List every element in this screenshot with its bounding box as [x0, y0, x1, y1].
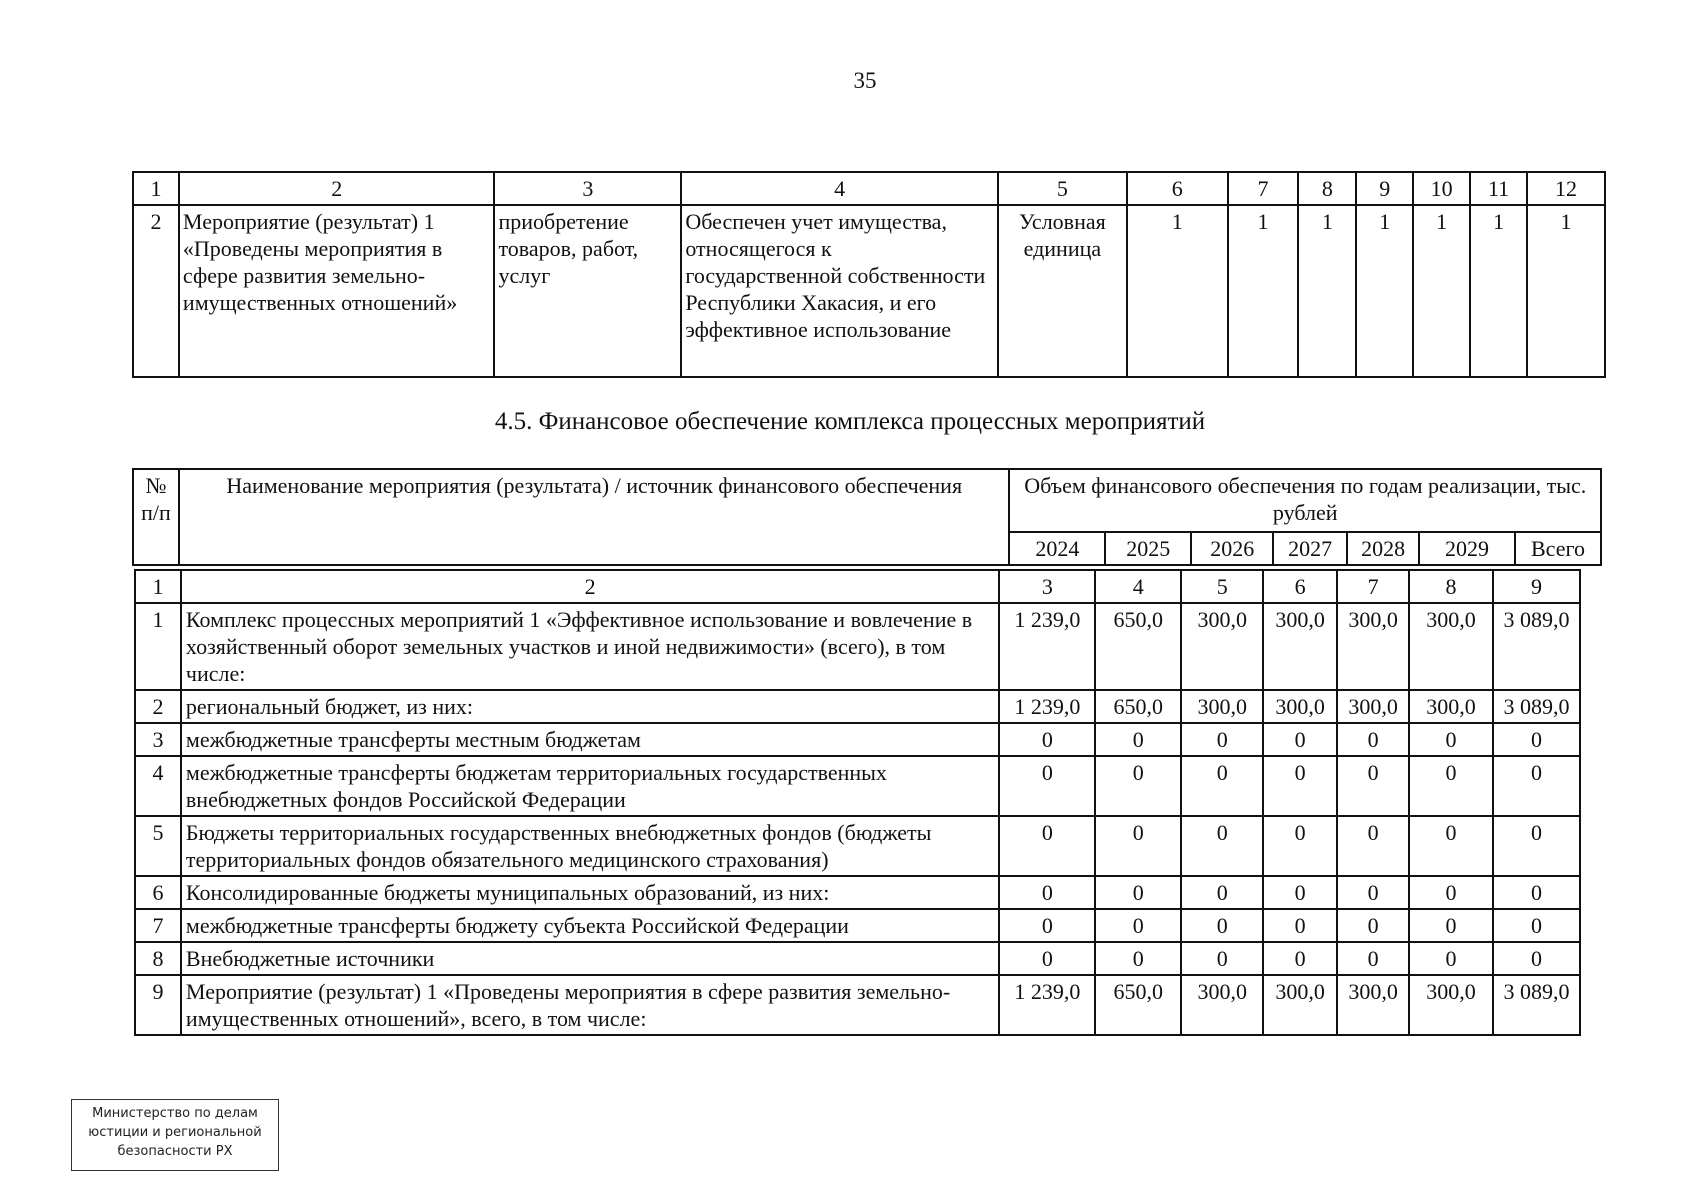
amount-cell: 0: [999, 816, 1095, 876]
amount-cell: 3 089,0: [1493, 975, 1580, 1035]
financing-header-row: [133, 469, 1601, 532]
amount-cell: 300,0: [1181, 975, 1263, 1035]
amount-cell: 300,0: [1337, 975, 1409, 1035]
results-table-row: [133, 205, 1605, 377]
row-number-cell: 2: [133, 205, 179, 377]
row-number-cell: 3: [135, 723, 181, 756]
measure-name-cell: Мероприятие (результат) 1 «Проведены мероприятия в сфере развития земельно-имущественных отношений»: [179, 205, 495, 377]
amount-cell: 0: [1181, 942, 1263, 975]
row-number-cell: 9: [135, 975, 181, 1035]
funding-source-name-cell: межбюджетные трансферты бюджету субъекта Российской Федерации: [181, 909, 999, 942]
column-name-header: Наименование мероприятия (результата) / источник финансового обеспечения: [179, 469, 1010, 565]
value-cell: 1: [1298, 205, 1356, 377]
column-number-cell: 1: [133, 172, 179, 205]
amount-cell: 0: [1409, 723, 1493, 756]
amount-cell: 0: [1263, 909, 1337, 942]
amount-cell: 300,0: [1181, 690, 1263, 723]
amount-cell: 1 239,0: [999, 603, 1095, 690]
funding-source-name-cell: Внебюджетные источники: [181, 942, 999, 975]
amount-cell: 0: [1095, 909, 1181, 942]
funding-source-name-cell: Комплекс процессных мероприятий 1 «Эффективное использование и вовлечение в хозяйственный оборот земельных участков и иной недвижимости» (всего), в том числе:: [181, 603, 999, 690]
amount-cell: 0: [1263, 756, 1337, 816]
amount-cell: 300,0: [1181, 603, 1263, 690]
year-header-cell: 2029: [1419, 532, 1515, 565]
amount-cell: 0: [1337, 876, 1409, 909]
financing-row: [135, 690, 1580, 723]
amount-cell: 0: [1493, 723, 1580, 756]
amount-cell: 300,0: [1337, 690, 1409, 723]
value-cell: 1: [1356, 205, 1413, 377]
year-header-cell: 2025: [1105, 532, 1191, 565]
column-number-cell: 4: [1095, 570, 1181, 603]
year-header-cell: 2026: [1191, 532, 1273, 565]
funding-source-name-cell: Консолидированные бюджеты муниципальных образований, из них:: [181, 876, 999, 909]
column-number-cell: 2: [179, 172, 495, 205]
column-number-cell: 8: [1409, 570, 1493, 603]
column-number-cell: 2: [181, 570, 999, 603]
financing-table-header: [132, 468, 1602, 566]
row-number-cell: 6: [135, 876, 181, 909]
amount-cell: 300,0: [1409, 690, 1493, 723]
funding-source-name-cell: региональный бюджет, из них:: [181, 690, 999, 723]
column-number-cell: 10: [1413, 172, 1470, 205]
section-title: 4.5. Финансовое обеспечение комплекса процессных мероприятий: [494, 408, 1206, 435]
measure-description-cell: Обеспечен учет имущества, относящегося к государственной собственности Республики Хакасия, и его эффективное использование: [681, 205, 998, 377]
row-number-cell: 5: [135, 816, 181, 876]
amount-cell: 0: [1181, 756, 1263, 816]
page-number: 35: [853, 68, 877, 93]
amount-cell: 0: [999, 876, 1095, 909]
amount-cell: 0: [999, 756, 1095, 816]
row-number-cell: 7: [135, 909, 181, 942]
amount-cell: 300,0: [1263, 603, 1337, 690]
amount-cell: 0: [1263, 876, 1337, 909]
amount-cell: 0: [1337, 756, 1409, 816]
financing-row: [135, 942, 1580, 975]
unit-cell: Условная единица: [998, 205, 1127, 377]
amount-cell: 0: [1095, 723, 1181, 756]
column-number-cell: 9: [1356, 172, 1413, 205]
year-header-cell: 2024: [1009, 532, 1105, 565]
row-number-cell: 4: [135, 756, 181, 816]
financing-row: [135, 876, 1580, 909]
amount-cell: 0: [1409, 756, 1493, 816]
amount-cell: 300,0: [1263, 975, 1337, 1035]
amount-cell: 1 239,0: [999, 975, 1095, 1035]
column-volume-header: Объем финансового обеспечения по годам реализации, тыс. рублей: [1009, 469, 1601, 532]
financing-row: [135, 756, 1580, 816]
funding-source-name-cell: межбюджетные трансферты местным бюджетам: [181, 723, 999, 756]
amount-cell: 3 089,0: [1493, 690, 1580, 723]
row-number-cell: 2: [135, 690, 181, 723]
financing-row: [135, 909, 1580, 942]
stamp-line: юстиции и региональной: [88, 1125, 262, 1140]
amount-cell: 0: [1337, 816, 1409, 876]
funding-source-name-cell: Мероприятие (результат) 1 «Проведены мероприятия в сфере развития земельно-имущественных отношений», всего, в том числе:: [181, 975, 999, 1035]
value-cell: 1: [1527, 205, 1605, 377]
column-number-cell: 3: [494, 172, 681, 205]
results-table-header-row: [133, 172, 1605, 205]
amount-cell: 0: [1181, 816, 1263, 876]
column-number-cell: 7: [1228, 172, 1299, 205]
row-number-cell: 1: [135, 603, 181, 690]
column-number-cell: 7: [1337, 570, 1409, 603]
amount-cell: 0: [1337, 723, 1409, 756]
amount-cell: 0: [1409, 909, 1493, 942]
amount-cell: 0: [1095, 816, 1181, 876]
measure-type-cell: приобретение товаров, работ, услуг: [494, 205, 681, 377]
amount-cell: 0: [1263, 816, 1337, 876]
amount-cell: 0: [1095, 876, 1181, 909]
amount-cell: 650,0: [1095, 603, 1181, 690]
amount-cell: 0: [1337, 909, 1409, 942]
column-number-cell: 6: [1127, 172, 1228, 205]
amount-cell: 650,0: [1095, 690, 1181, 723]
value-cell: 1: [1413, 205, 1470, 377]
value-cell: 1: [1470, 205, 1527, 377]
amount-cell: 0: [1337, 942, 1409, 975]
column-number-cell: 6: [1263, 570, 1337, 603]
amount-cell: 0: [1493, 756, 1580, 816]
row-number-cell: 8: [135, 942, 181, 975]
amount-cell: 0: [1181, 909, 1263, 942]
amount-cell: 0: [999, 909, 1095, 942]
amount-cell: 0: [1263, 723, 1337, 756]
amount-cell: 3 089,0: [1493, 603, 1580, 690]
year-header-cell: 2027: [1273, 532, 1347, 565]
results-table: [132, 171, 1606, 378]
stamp-line: Министерство по делам: [92, 1106, 258, 1121]
amount-cell: 300,0: [1263, 690, 1337, 723]
column-num-header: № п/п: [133, 469, 179, 565]
financing-row: [135, 603, 1580, 690]
total-header-cell: Всего: [1515, 532, 1601, 565]
value-cell: 1: [1228, 205, 1299, 377]
financing-row: [135, 816, 1580, 876]
amount-cell: 0: [1095, 942, 1181, 975]
financing-column-numbers-row: [135, 570, 1580, 603]
amount-cell: 650,0: [1095, 975, 1181, 1035]
column-number-cell: 5: [1181, 570, 1263, 603]
amount-cell: 0: [1409, 816, 1493, 876]
column-number-cell: 3: [999, 570, 1095, 603]
amount-cell: 0: [1181, 723, 1263, 756]
column-number-cell: 11: [1470, 172, 1527, 205]
ministry-stamp: [71, 1099, 279, 1171]
financing-row: [135, 723, 1580, 756]
amount-cell: 300,0: [1337, 603, 1409, 690]
amount-cell: 0: [1181, 876, 1263, 909]
amount-cell: 0: [1095, 756, 1181, 816]
amount-cell: 0: [999, 942, 1095, 975]
amount-cell: 0: [1263, 942, 1337, 975]
amount-cell: 0: [1409, 876, 1493, 909]
amount-cell: 0: [1493, 909, 1580, 942]
value-cell: 1: [1127, 205, 1228, 377]
amount-cell: 0: [999, 723, 1095, 756]
amount-cell: 300,0: [1409, 975, 1493, 1035]
year-header-cell: 2028: [1347, 532, 1419, 565]
column-number-cell: 1: [135, 570, 181, 603]
column-number-cell: 5: [998, 172, 1127, 205]
column-number-cell: 12: [1527, 172, 1605, 205]
amount-cell: 0: [1493, 816, 1580, 876]
amount-cell: 300,0: [1409, 603, 1493, 690]
amount-cell: 1 239,0: [999, 690, 1095, 723]
amount-cell: 0: [1409, 942, 1493, 975]
column-number-cell: 4: [681, 172, 998, 205]
financing-table: [134, 569, 1581, 1036]
column-number-cell: 9: [1493, 570, 1580, 603]
amount-cell: 0: [1493, 942, 1580, 975]
column-number-cell: 8: [1298, 172, 1356, 205]
stamp-line: безопасности РХ: [117, 1144, 233, 1159]
financing-row: [135, 975, 1580, 1035]
amount-cell: 0: [1493, 876, 1580, 909]
funding-source-name-cell: Бюджеты территориальных государственных внебюджетных фондов (бюджеты территориальных фондов обязательного медицинского страхования): [181, 816, 999, 876]
funding-source-name-cell: межбюджетные трансферты бюджетам территориальных государственных внебюджетных фондов Российской Федерации: [181, 756, 999, 816]
